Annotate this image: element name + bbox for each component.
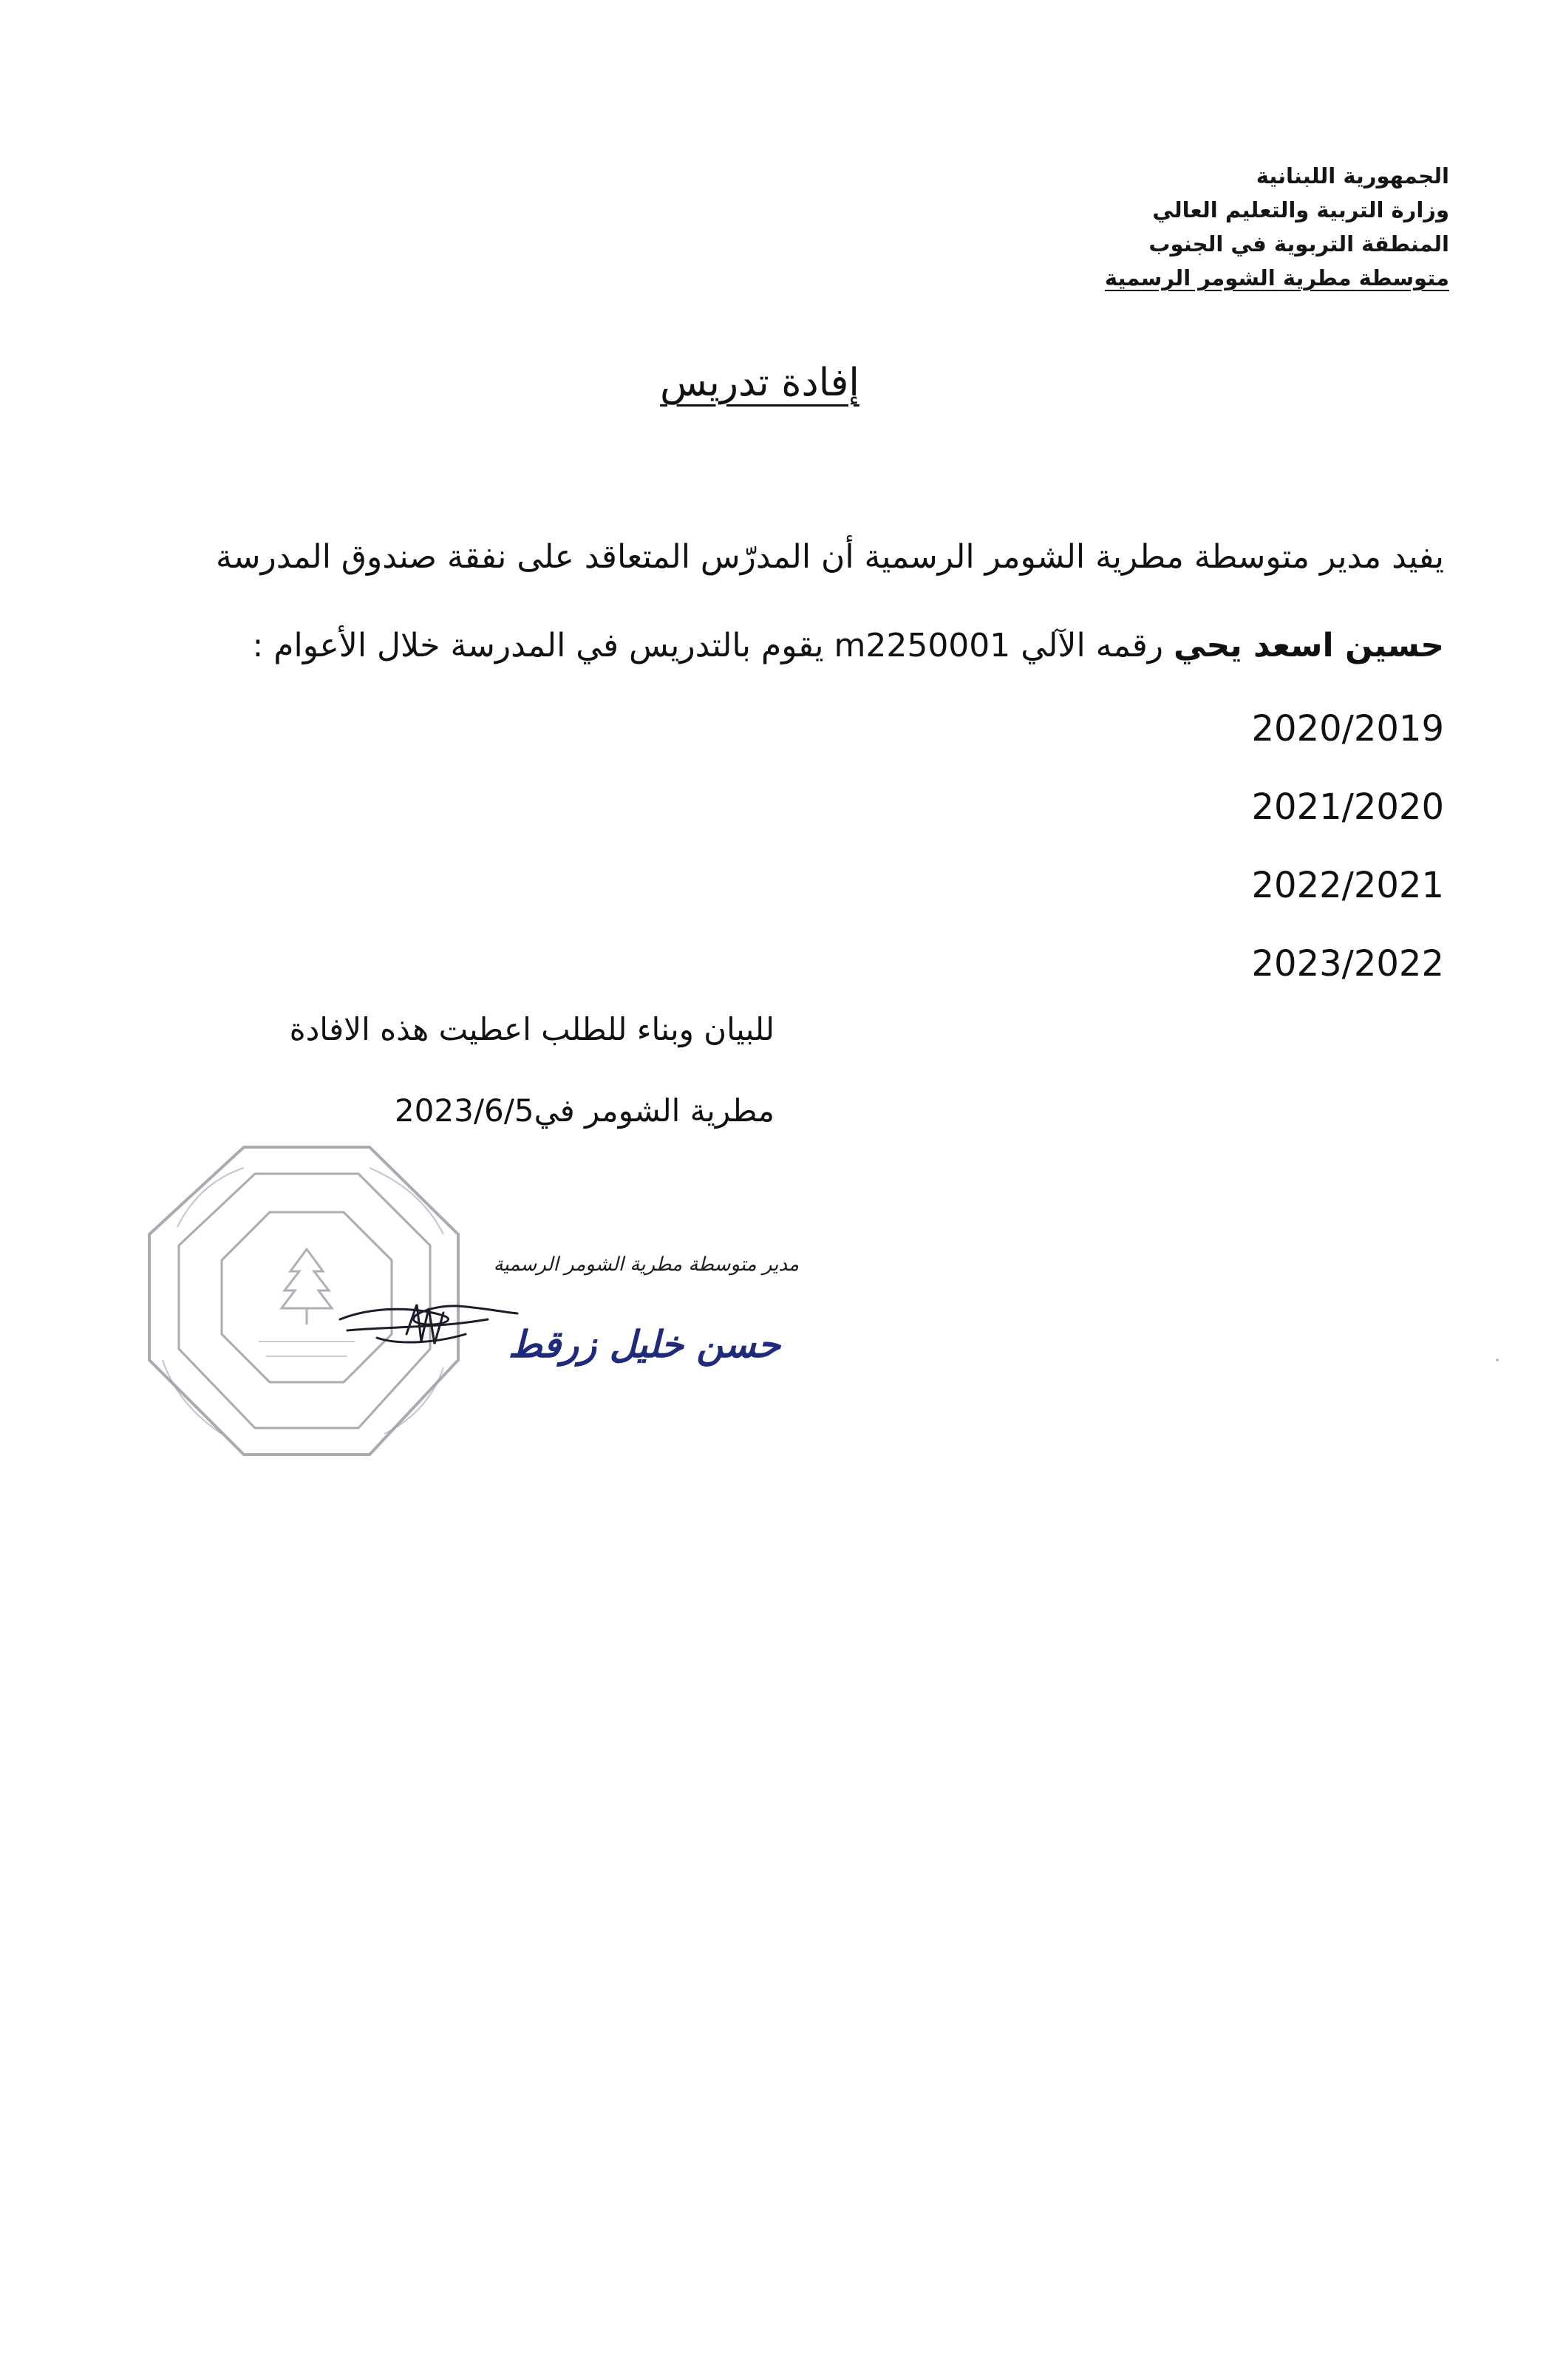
- academic-year-4: 2023/2022: [1251, 943, 1444, 985]
- place-date: مطرية الشومر في2023/6/5: [394, 1092, 774, 1129]
- body-line-1: يفيد مدير متوسطة مطرية الشومر الرسمية أن المدرّس المتعاقد على نفقة صندوق المدرسة: [216, 538, 1444, 576]
- closing-statement: للبيان وبناء للطلب اعطيت هذه الافادة: [289, 1011, 774, 1047]
- scan-speck: [1490, 1353, 1505, 1367]
- academic-year-2: 2021/2020: [1251, 786, 1444, 828]
- letterhead-ministry: وزارة التربية والتعليم العالي: [1152, 197, 1449, 222]
- director-title: مدير متوسطة مطرية الشومر الرسمية: [493, 1254, 799, 1276]
- document-title: إفادة تدريس: [660, 361, 859, 405]
- letterhead-region: المنطقة التربوية في الجنوب: [1148, 231, 1449, 256]
- teacher-name: حسين اسعد يحي: [1173, 627, 1444, 664]
- handwritten-signature: [333, 1275, 525, 1371]
- letterhead-republic: الجمهورية اللبنانية: [1256, 163, 1449, 188]
- cedar-icon: [282, 1249, 332, 1325]
- body-line-2: [252, 627, 1444, 664]
- body-line-2-end: يقوم بالتدريس في المدرسة خلال الأعوام :: [252, 627, 834, 664]
- letterhead: [1105, 159, 1449, 295]
- academic-year-1: 2020/2019: [1251, 708, 1444, 749]
- letterhead-school: متوسطة مطرية الشومر الرسمية: [1104, 265, 1449, 290]
- director-name: حسن خليل زرقط: [508, 1323, 780, 1366]
- academic-year-3: 2022/2021: [1251, 865, 1444, 906]
- body-line-2-mid: رقمه الآلي: [1010, 627, 1174, 664]
- teacher-id: m2250001: [834, 627, 1011, 664]
